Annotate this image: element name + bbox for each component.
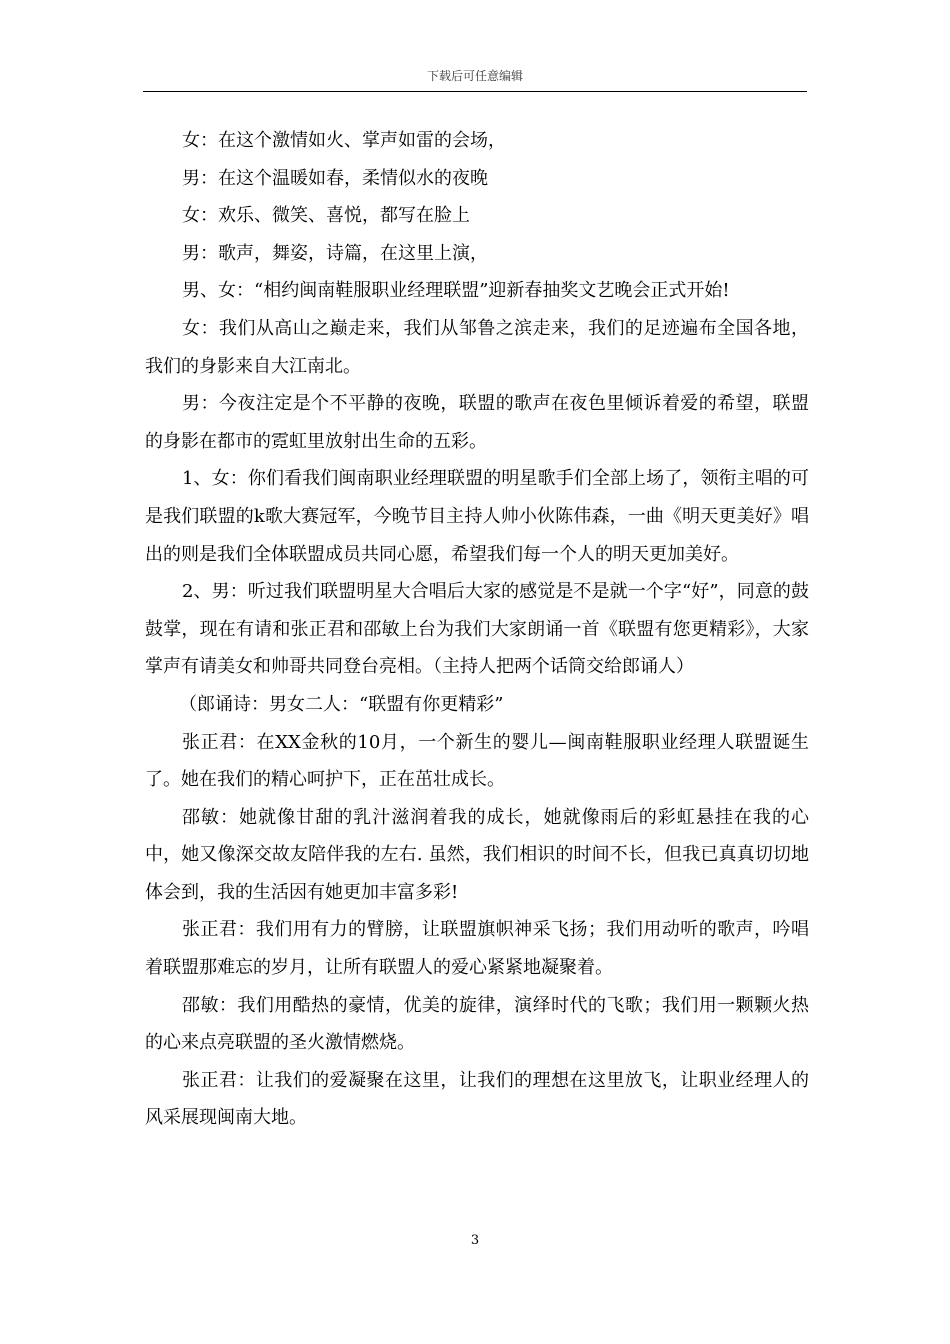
paragraph: 2、男：听过我们联盟明星大合唱后大家的感觉是不是就一个字“好”，同意的鼓鼓掌，现在有请和张正君和邵敏上台为我们大家朗诵一首《联盟有您更精彩》，大家掌声有请美女和帅哥共同登台亮相。（主持人把两个话筒交给郎诵人）	[145, 581, 809, 678]
paragraph: 女：我们从高山之巅走来，我们从邹鲁之滨走来，我们的足迹遍布全国各地，我们的身影来自大江南北。	[145, 317, 809, 377]
paragraph: 男：歌声，舞姿，诗篇，在这里上演，	[182, 242, 488, 264]
paragraph: 张正君：让我们的爱凝聚在这里，让我们的理想在这里放飞，让职业经理人的风采展现闽南大地。	[145, 1069, 809, 1129]
paragraph: 邵敏：我们用酷热的豪情，优美的旋律，演绎时代的飞歌；我们用一颗颗火热的心来点亮联盟的圣火激情燃烧。	[145, 994, 809, 1054]
page-number: 3	[470, 1233, 480, 1248]
paragraph: 张正君：在XX金秋的10月，一个新生的婴儿—闽南鞋服职业经理人联盟诞生了。她在我们的精心呵护下，正在茁壮成长。	[145, 731, 809, 791]
page-header: 下载后可任意编辑	[426, 69, 523, 83]
header-divider	[143, 91, 807, 92]
paragraph: 男：在这个温暖如春，柔情似水的夜晚	[182, 167, 488, 189]
paragraph: 1、女：你们看我们闽南职业经理联盟的明星歌手们全部上场了，领衔主唱的可是我们联盟的k歌大赛冠军，今晚节目主持人帅小伙陈伟森，一曲《明天更美好》唱出的则是我们全体联盟成员共同心愿，希望我们每一个人的明天更加美好。	[145, 468, 809, 565]
paragraph: 女：在这个激情如火、掌声如雷的会场，	[182, 130, 506, 151]
paragraph: 男、女：“相约闽南鞋服职业经理联盟”迎新春抽奖文艺晚会正式开始!	[182, 280, 730, 302]
paragraph: 女：欢乐、微笑、喜悦，都写在脸上	[182, 205, 470, 227]
poem-title-line: （郎诵诗：男女二人：“联盟有你更精彩”	[179, 693, 504, 715]
paragraph: 男：今夜注定是个不平静的夜晚，联盟的歌声在夜色里倾诉着爱的希望，联盟的身影在都市的霓虹里放射出生命的五彩。	[145, 393, 809, 452]
document-body	[145, 122, 809, 1137]
paragraph: 张正君：我们用有力的臂膀，让联盟旗帜神采飞扬；我们用动听的歌声，吟唱着联盟那难忘的岁月，让所有联盟人的爱心紧紧地凝聚着。	[145, 919, 809, 979]
paragraph: 邵敏：她就像甘甜的乳汁滋润着我的成长，她就像雨后的彩虹悬挂在我的心中，她又像深交故友陪伴我的左右. 虽然，我们相识的时间不长，但我已真真切切地体会到，我的生活因有她更加丰富多彩!	[145, 806, 809, 903]
